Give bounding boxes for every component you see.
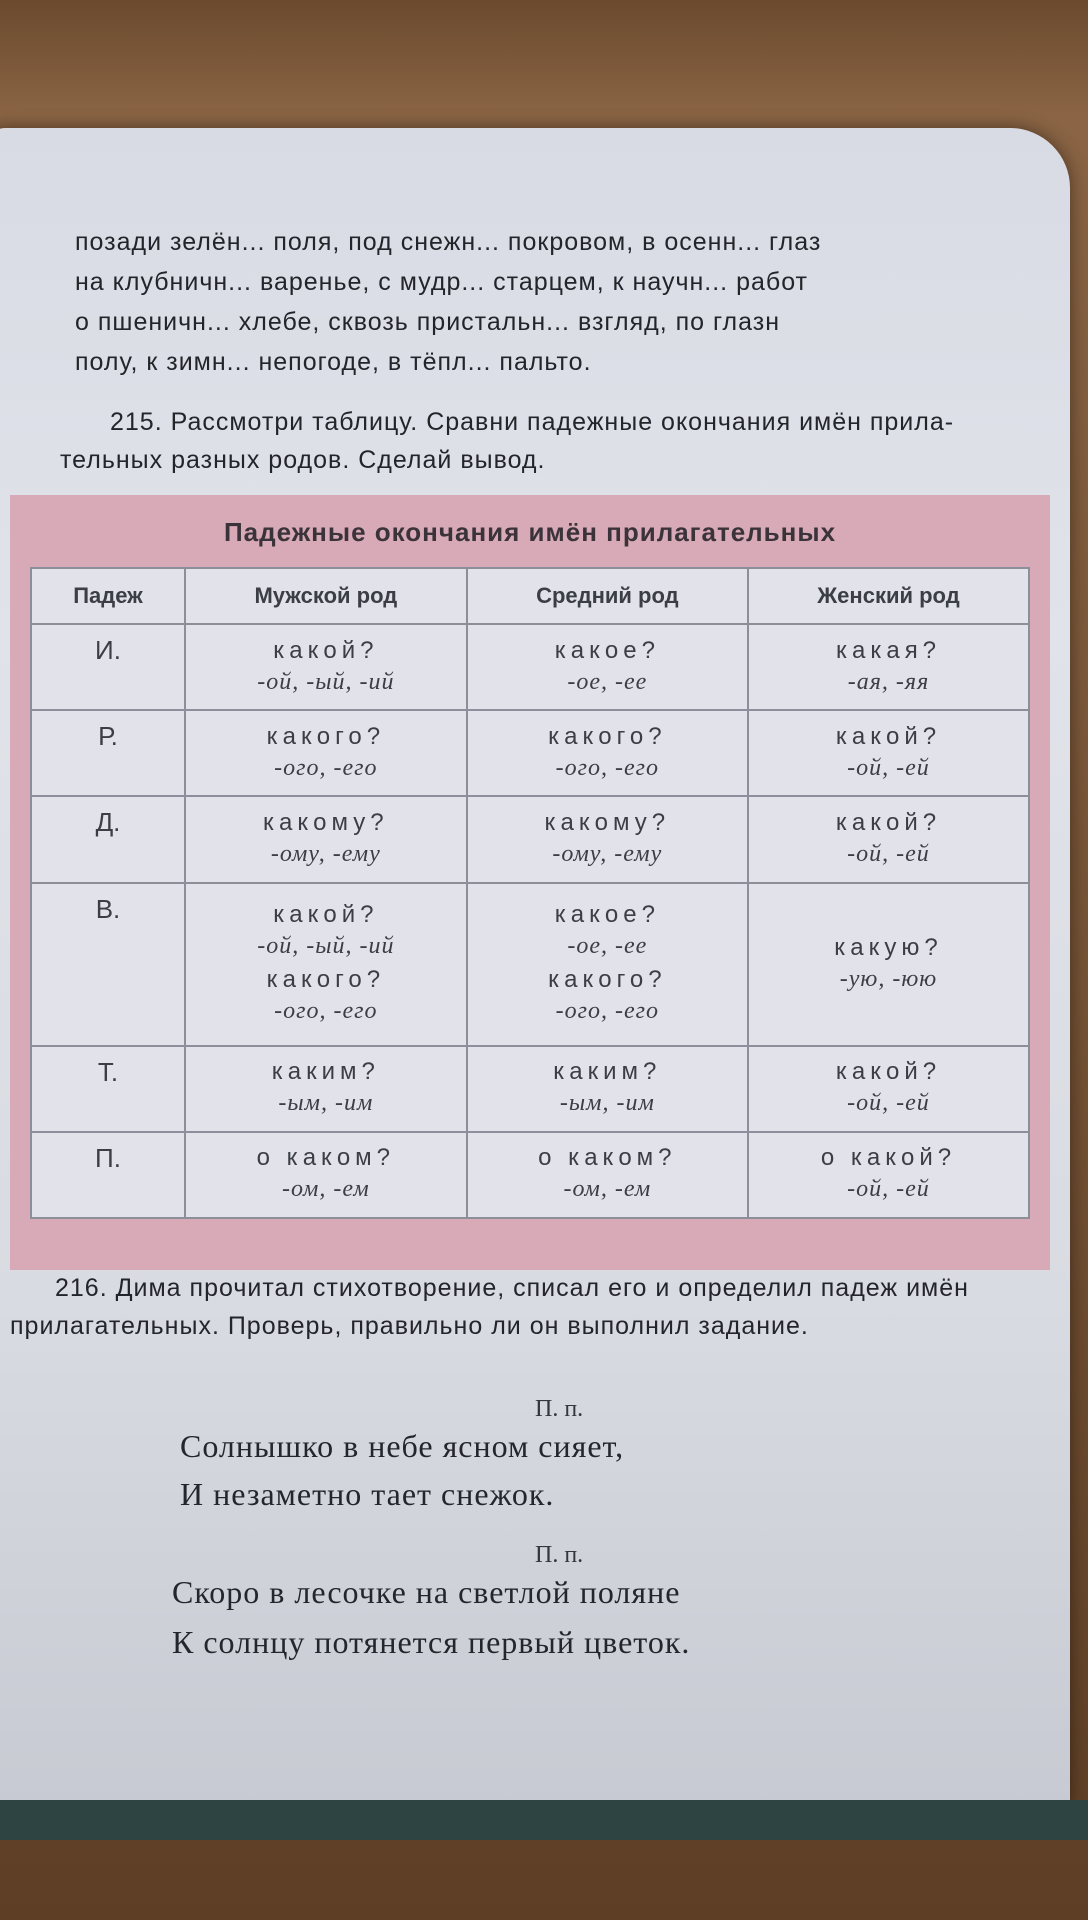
case-question: каким? [553, 1058, 662, 1086]
case-ending: -ую, -юю [839, 965, 938, 992]
case-question: какое? [554, 636, 660, 664]
cell-f [748, 710, 1029, 796]
case-question: какой? [273, 636, 379, 664]
case-question: какая? [835, 636, 942, 664]
cell-n [467, 710, 748, 796]
case-ending: -ого, -его [274, 754, 378, 781]
table-frame [10, 495, 1050, 1270]
table-row [31, 1132, 1029, 1218]
header-case: Падеж [31, 568, 185, 624]
case-ending: -ое, -ее [567, 668, 648, 695]
cell-m [185, 883, 467, 1046]
poem-mark-2: П. п. [535, 1542, 584, 1568]
case-ending: -ой, -ей [847, 754, 930, 781]
case-ending: -ой, -ей [847, 1090, 930, 1117]
cell-n [467, 1132, 748, 1218]
case-ending: -ое, -ее [567, 933, 648, 960]
prev-exercise-line-3: о пшеничн... хлебе, сквозь пристальн... взгляд, по глазн [75, 308, 781, 336]
case-question: какой? [835, 809, 942, 836]
case-ending: -ому, -ему [552, 841, 663, 867]
case-question: каким? [271, 1058, 380, 1086]
case-question: какому? [544, 809, 671, 836]
cell-f [748, 796, 1029, 882]
table-row [31, 796, 1029, 882]
poem-mark-1: П. п. [535, 1396, 584, 1422]
table-surface-edge [0, 1800, 1088, 1840]
case-ending: -ая, -яя [847, 668, 930, 695]
case-ending: -ому, -ему [270, 841, 381, 867]
case-label: Т. [31, 1046, 185, 1132]
case-question: о каком? [256, 1144, 396, 1172]
case-question: какого? [548, 722, 667, 750]
cell-m [185, 1046, 467, 1132]
case-question: какое? [554, 901, 660, 929]
cell-f [748, 1132, 1029, 1218]
prev-exercise-line-2: на клубничн... варенье, с мудр... старцем, к научн... работ [75, 268, 808, 296]
cell-f [748, 1046, 1029, 1132]
case-label: Д. [31, 796, 185, 882]
cell-n [467, 624, 748, 710]
table-row [31, 1046, 1029, 1132]
case-ending: -ом, -ем [281, 1176, 370, 1203]
table-title: Падежные окончания имён прилагательных [223, 517, 837, 547]
case-ending: -ой, -ей [847, 841, 930, 867]
case-ending: -ого, -его [555, 998, 660, 1025]
case-question: какой? [835, 1058, 942, 1086]
cell-n [467, 796, 748, 882]
header-neuter: Средний род [467, 568, 748, 624]
table-header-row [31, 568, 1029, 624]
case-label: Р. [31, 710, 185, 796]
case-question: какого? [266, 722, 386, 750]
endings-table [30, 567, 1030, 1219]
cell-m [185, 1132, 467, 1218]
table-body [31, 624, 1029, 1218]
case-ending: -ого, -его [555, 754, 660, 781]
case-label: И. [31, 624, 185, 710]
poem-line-3: Скоро в лесочке на светлой поляне [172, 1574, 681, 1610]
case-question: о каком? [538, 1144, 677, 1172]
cell-f [748, 624, 1029, 710]
case-question: какую? [834, 933, 943, 961]
cell-n [467, 883, 748, 1046]
case-ending: -ым, -им [278, 1090, 374, 1117]
case-question: какой? [835, 722, 942, 750]
exercise-215-line-2: тельных разных родов. Сделай вывод. [60, 446, 546, 474]
cell-n [467, 1046, 748, 1132]
cell-m [185, 796, 467, 882]
case-question: какого? [266, 966, 386, 994]
exercise-215-line-1: 215. Рассмотри таблицу. Сравни падежные окончания имён прила- [110, 408, 955, 436]
poem-line-4: К солнцу потянется первый цветок. [172, 1624, 691, 1660]
case-ending: -ой, -ый, -ий [257, 933, 395, 960]
prev-exercise-line-1: позади зелён... поля, под снежн... покровом, в осенн... глаз [75, 228, 822, 256]
case-ending: -ом, -ем [563, 1176, 652, 1203]
case-ending: -ым, -им [559, 1090, 655, 1117]
case-question: какой? [273, 901, 379, 929]
prev-exercise-line-4: полу, к зимн... непогоде, в тёпл... пальто. [75, 348, 592, 376]
table-row [31, 883, 1029, 1046]
case-question: какого? [548, 966, 667, 994]
table-row [31, 710, 1029, 796]
case-ending: -ого, -его [274, 998, 378, 1025]
poem-line-2: И незаметно тает снежок. [180, 1476, 555, 1512]
header-masculine: Мужской род [185, 568, 467, 624]
exercise-216-line-2: прилагательных. Проверь, правильно ли он выполнил задание. [10, 1312, 809, 1340]
exercise-216-line-1: 216. Дима прочитал стихотворение, списал его и определил падеж имён [55, 1274, 969, 1302]
cell-m [185, 710, 467, 796]
case-label: П. [31, 1132, 185, 1218]
case-question: о какой? [820, 1144, 957, 1172]
cell-m [185, 624, 467, 710]
header-feminine: Женский род [748, 568, 1029, 624]
case-ending: -ой, -ый, -ий [257, 668, 395, 695]
cell-f [748, 883, 1029, 1046]
case-label: В. [31, 883, 185, 1046]
poem-line-1: Солнышко в небе ясном сияет, [180, 1428, 625, 1464]
case-ending: -ой, -ей [847, 1176, 930, 1203]
table-row [31, 624, 1029, 710]
case-question: какому? [263, 809, 389, 836]
